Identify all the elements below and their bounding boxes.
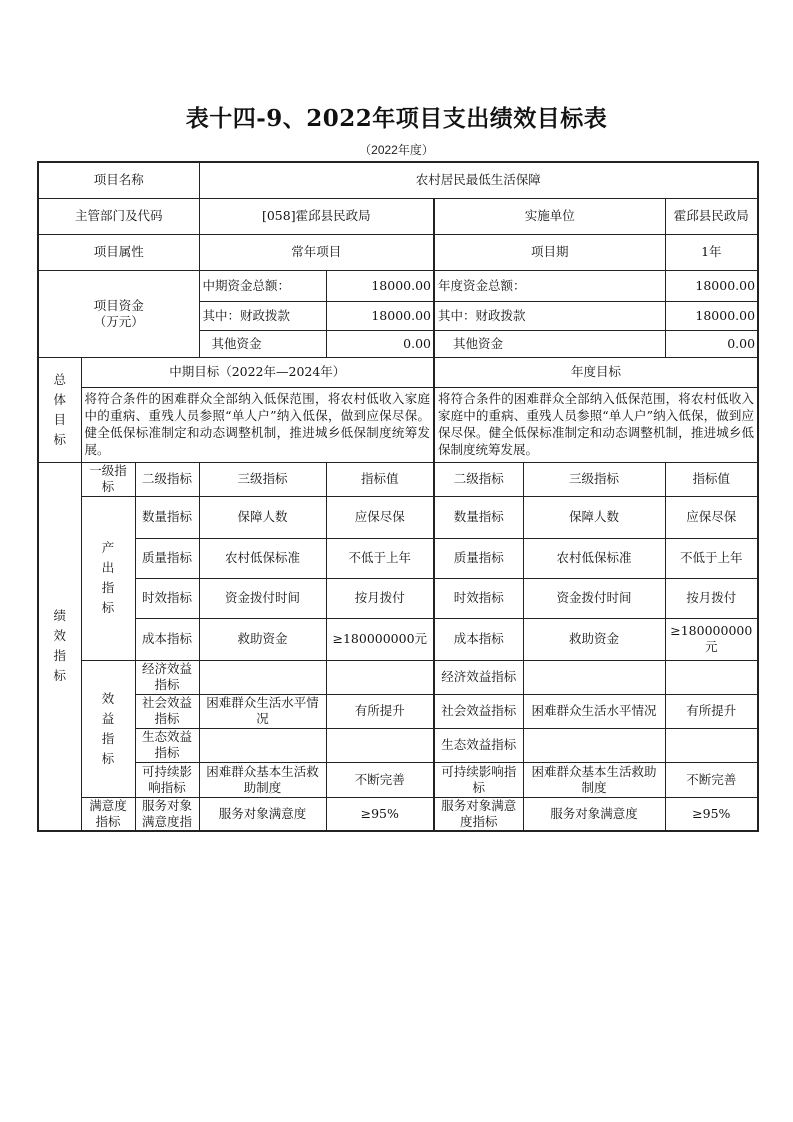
funds-label bbox=[38, 270, 199, 357]
mid-value: 不低于上年 bbox=[326, 538, 434, 578]
header-yr-value: 指标值 bbox=[665, 462, 758, 496]
yr-value: 有所提升 bbox=[665, 694, 758, 728]
mid-other-label: 其他资金 bbox=[199, 330, 326, 357]
row-funds-total bbox=[38, 270, 758, 301]
yr-level2: 时效指标 bbox=[434, 578, 523, 618]
indicator-row bbox=[38, 797, 758, 831]
yr-level2: 经济效益指标 bbox=[434, 660, 523, 694]
mid-value: 按月拨付 bbox=[326, 578, 434, 618]
yr-level3: 资金拨付时间 bbox=[523, 578, 665, 618]
yr-value: 按月拨付 bbox=[665, 578, 758, 618]
mid-fiscal-value: 18000.00 bbox=[326, 301, 434, 330]
yr-level2: 社会效益指标 bbox=[434, 694, 523, 728]
dept-value: [058]霍邱县民政局 bbox=[199, 198, 434, 234]
yr-level3 bbox=[523, 660, 665, 694]
mid-fiscal-label: 其中：财政拨款 bbox=[199, 301, 326, 330]
yr-level3: 困难群众基本生活救助制度 bbox=[523, 762, 665, 797]
yr-value: 应保尽保 bbox=[665, 496, 758, 538]
funds-label-line2: （万元） bbox=[93, 313, 144, 329]
yr-level2: 数量指标 bbox=[434, 496, 523, 538]
funds-label-line1: 项目资金 bbox=[93, 297, 144, 313]
header-yr-level2: 二级指标 bbox=[434, 462, 523, 496]
output-indicators-label: 产 出 指 标 bbox=[81, 496, 135, 660]
header-yr-level3: 三级指标 bbox=[523, 462, 665, 496]
mid-level3: 资金拨付时间 bbox=[199, 578, 326, 618]
project-name-value: 农村居民最低生活保障 bbox=[199, 162, 758, 198]
mid-level3 bbox=[199, 660, 326, 694]
performance-target-table bbox=[37, 161, 759, 832]
mid-other-value: 0.00 bbox=[326, 330, 434, 357]
dept-label: 主管部门及代码 bbox=[38, 198, 199, 234]
document-title: 表十四-9、2022年项目支出绩效目标表 bbox=[185, 105, 608, 132]
year-total-value: 18000.00 bbox=[665, 270, 758, 301]
mid-goal-text: 将符合条件的困难群众全部纳入低保范围，将农村低收入家庭中的重病、重残人员参照“单人户”纳入低保，做到应保尽保。健全低保标准制定和动态调整机制，推进城乡低保制度统筹发展。 bbox=[81, 387, 434, 462]
mid-level3: 农村低保标准 bbox=[199, 538, 326, 578]
year-fiscal-value: 18000.00 bbox=[665, 301, 758, 330]
yr-level2: 可持续影响指标 bbox=[434, 762, 523, 797]
header-mid-value: 指标值 bbox=[326, 462, 434, 496]
mid-value: 有所提升 bbox=[326, 694, 434, 728]
mid-level2: 可持续影响指标 bbox=[135, 762, 199, 797]
yr-level2: 生态效益指标 bbox=[434, 728, 523, 762]
yr-value: ≥180000000元 bbox=[665, 618, 758, 660]
yr-value bbox=[665, 728, 758, 762]
yr-level3: 保障人数 bbox=[523, 496, 665, 538]
impl-unit-label: 实施单位 bbox=[434, 198, 665, 234]
mid-value bbox=[326, 660, 434, 694]
yr-value bbox=[665, 660, 758, 694]
year-fiscal-label: 其中：财政拨款 bbox=[434, 301, 665, 330]
mid-level3 bbox=[199, 728, 326, 762]
performance-indicators-label: 绩 效 指 标 bbox=[38, 462, 81, 831]
mid-level2: 服务对象满意度指 bbox=[135, 797, 199, 831]
mid-value: 应保尽保 bbox=[326, 496, 434, 538]
yr-level2: 成本指标 bbox=[434, 618, 523, 660]
overall-goals-label: 总 体 目 标 bbox=[38, 357, 81, 462]
attr-label: 项目属性 bbox=[38, 234, 199, 270]
header-mid-level3: 三级指标 bbox=[199, 462, 326, 496]
mid-level2: 时效指标 bbox=[135, 578, 199, 618]
yr-level2: 质量指标 bbox=[434, 538, 523, 578]
document-subtitle: （2022年度） bbox=[359, 143, 434, 157]
indicator-row bbox=[38, 694, 758, 728]
mid-total-value: 18000.00 bbox=[326, 270, 434, 301]
mid-level2: 质量指标 bbox=[135, 538, 199, 578]
yr-level3: 困难群众生活水平情况 bbox=[523, 694, 665, 728]
period-value: 1年 bbox=[665, 234, 758, 270]
mid-level2: 社会效益指标 bbox=[135, 694, 199, 728]
mid-level3: 保障人数 bbox=[199, 496, 326, 538]
row-goals-header bbox=[38, 357, 758, 387]
mid-value bbox=[326, 728, 434, 762]
attr-value: 常年项目 bbox=[199, 234, 434, 270]
mid-level3: 救助资金 bbox=[199, 618, 326, 660]
mid-level3: 困难群众基本生活救助制度 bbox=[199, 762, 326, 797]
yr-level3: 农村低保标准 bbox=[523, 538, 665, 578]
row-department bbox=[38, 198, 758, 234]
mid-level3: 服务对象满意度 bbox=[199, 797, 326, 831]
year-goal-header: 年度目标 bbox=[434, 357, 758, 387]
mid-value: 不断完善 bbox=[326, 762, 434, 797]
mid-goal-header: 中期目标（2022年—2024年） bbox=[81, 357, 434, 387]
indicator-row bbox=[38, 578, 758, 618]
row-attributes bbox=[38, 234, 758, 270]
year-other-value: 0.00 bbox=[665, 330, 758, 357]
indicator-row bbox=[38, 728, 758, 762]
yr-value: 不断完善 bbox=[665, 762, 758, 797]
yr-level2: 服务对象满意度指标 bbox=[434, 797, 523, 831]
header-mid-level2: 二级指标 bbox=[135, 462, 199, 496]
yr-level3: 救助资金 bbox=[523, 618, 665, 660]
indicator-row bbox=[38, 618, 758, 660]
year-goal-text: 将符合条件的困难群众全部纳入低保范围，将农村低收入家庭中的重病、重残人员参照“单人户”纳入低保，做到应保尽保。健全低保标准制定和动态调整机制，推进城乡低保制度统筹发展。 bbox=[434, 387, 758, 462]
yr-value: ≥95% bbox=[665, 797, 758, 831]
row-indicator-headers bbox=[38, 462, 758, 496]
indicator-row bbox=[38, 496, 758, 538]
mid-level2: 成本指标 bbox=[135, 618, 199, 660]
year-total-label: 年度资金总额： bbox=[434, 270, 665, 301]
year-other-label: 其他资金 bbox=[434, 330, 665, 357]
mid-value: ≥95% bbox=[326, 797, 434, 831]
yr-value: 不低于上年 bbox=[665, 538, 758, 578]
satisfaction-indicators-label: 满意度指标 bbox=[81, 797, 135, 831]
header-level1: 一级指标 bbox=[81, 462, 135, 496]
benefit-indicators-label: 效 益 指 标 bbox=[81, 660, 135, 797]
impl-unit-value: 霍邱县民政局 bbox=[665, 198, 758, 234]
yr-level3 bbox=[523, 728, 665, 762]
mid-level3: 困难群众生活水平情况 bbox=[199, 694, 326, 728]
row-goals-text bbox=[38, 387, 758, 462]
mid-level2: 生态效益指标 bbox=[135, 728, 199, 762]
yr-level3: 服务对象满意度 bbox=[523, 797, 665, 831]
mid-level2: 数量指标 bbox=[135, 496, 199, 538]
indicator-row bbox=[38, 538, 758, 578]
mid-value: ≥180000000元 bbox=[326, 618, 434, 660]
period-label: 项目期 bbox=[434, 234, 665, 270]
project-name-label: 项目名称 bbox=[38, 162, 199, 198]
indicator-row bbox=[38, 660, 758, 694]
indicator-row bbox=[38, 762, 758, 797]
mid-level2: 经济效益指标 bbox=[135, 660, 199, 694]
mid-total-label: 中期资金总额： bbox=[199, 270, 326, 301]
row-project-name bbox=[38, 162, 758, 198]
